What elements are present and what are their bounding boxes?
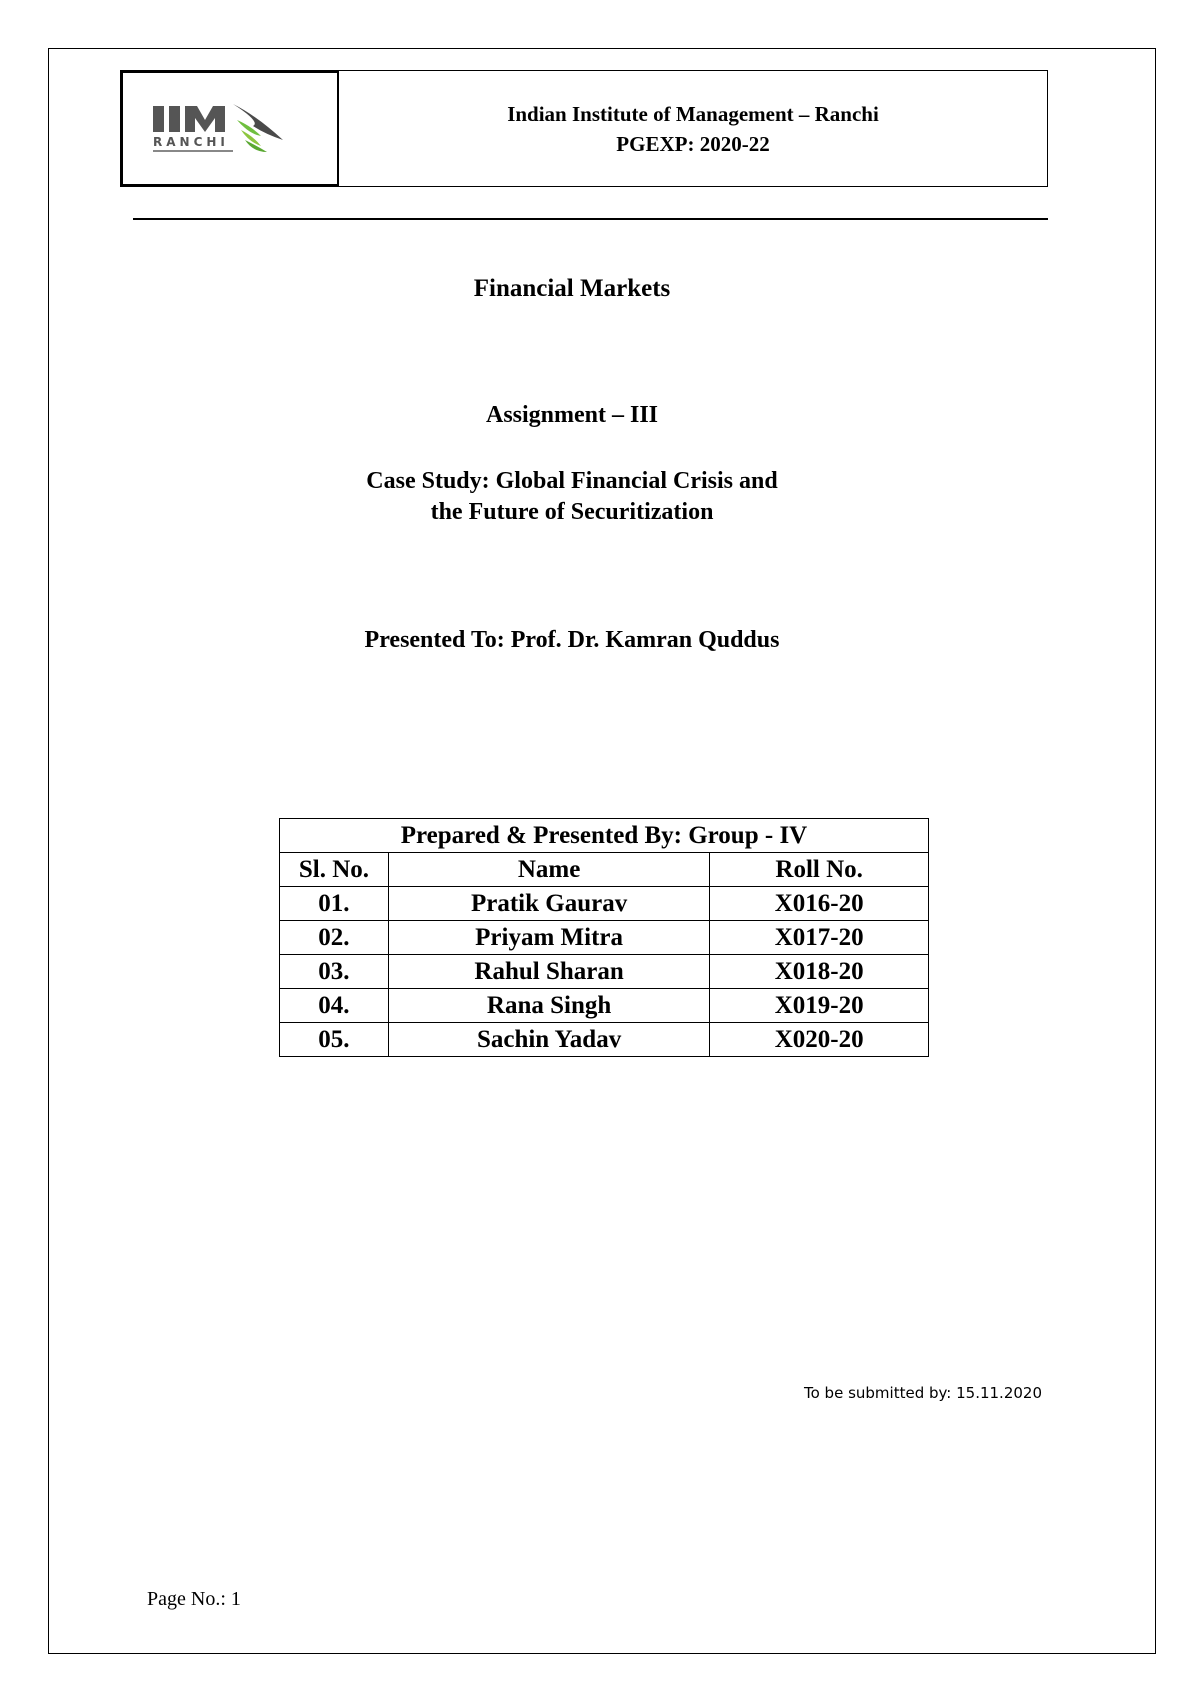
assignment-title: Assignment – III: [485, 402, 659, 428]
sl-no-cell: 05.: [280, 1023, 389, 1057]
iim-ranchi-logo-icon: [145, 96, 315, 162]
sl-no-cell: 02.: [280, 921, 389, 955]
roll-no-cell: X017-20: [710, 921, 929, 955]
table-row: [280, 955, 929, 989]
case-study-title: [0, 466, 1144, 528]
sl-no-cell: 04.: [280, 989, 389, 1023]
logo-cell: [121, 71, 339, 186]
institute-name: Indian Institute of Management – Ranchi: [507, 101, 879, 126]
case-study-line-1: Case Study: Global Financial Crisis and: [366, 468, 778, 494]
roll-no-cell: X018-20: [710, 955, 929, 989]
presented-to: Presented To: Prof. Dr. Kamran Quddus: [364, 627, 780, 653]
group-table-title-row: [280, 819, 929, 853]
sl-no-cell: 01.: [280, 887, 389, 921]
column-header-sl-no: Sl. No.: [280, 853, 389, 887]
header-text: [339, 71, 1047, 186]
table-row: [280, 1023, 929, 1057]
roll-no-cell: X019-20: [710, 989, 929, 1023]
group-table-header-row: [280, 853, 929, 887]
submission-date: To be submitted by: 15.11.2020: [804, 1384, 1042, 1402]
name-cell: Rana Singh: [388, 989, 709, 1023]
header-box: [120, 70, 1048, 187]
table-row: [280, 921, 929, 955]
table-row: [280, 989, 929, 1023]
course-title: Financial Markets: [473, 275, 671, 302]
svg-text:RANCHI: RANCHI: [153, 134, 229, 149]
group-table-title: Prepared & Presented By: Group - IV: [280, 819, 929, 853]
roll-no-cell: X016-20: [710, 887, 929, 921]
column-header-name: Name: [388, 853, 709, 887]
case-study-line-2: the Future of Securitization: [430, 499, 714, 525]
page-number: Page No.: 1: [147, 1588, 241, 1610]
name-cell: Priyam Mitra: [388, 921, 709, 955]
roll-no-cell: X020-20: [710, 1023, 929, 1057]
column-header-roll-no: Roll No.: [710, 853, 929, 887]
name-cell: Rahul Sharan: [388, 955, 709, 989]
name-cell: Sachin Yadav: [388, 1023, 709, 1057]
header-rule: [133, 218, 1048, 220]
name-cell: Pratik Gaurav: [388, 887, 709, 921]
sl-no-cell: 03.: [280, 955, 389, 989]
program-name: PGEXP: 2020-22: [616, 131, 770, 156]
table-row: [280, 887, 929, 921]
group-table: [279, 818, 929, 1057]
